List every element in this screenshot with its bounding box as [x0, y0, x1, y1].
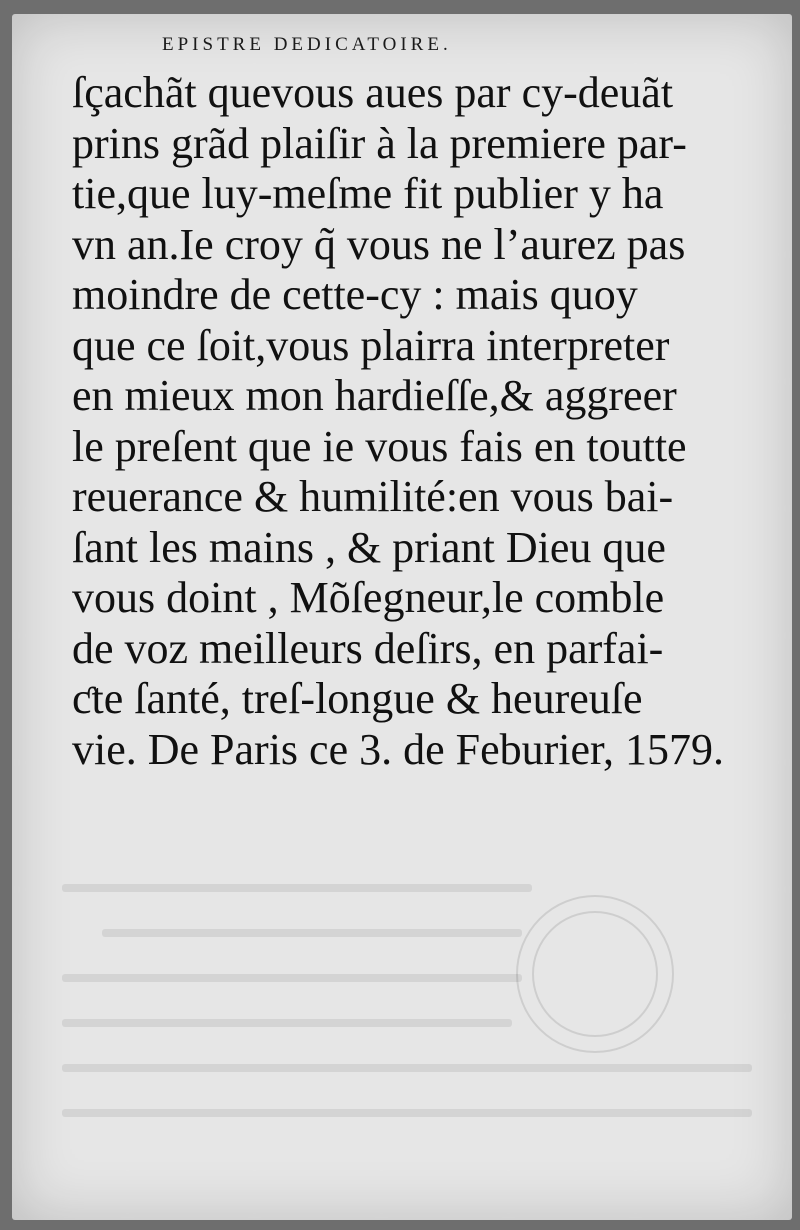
text-line: en mieux mon hardieſſe,& aggreer: [72, 371, 677, 420]
text-line: vous doint , Mõſegneur,le comble: [72, 573, 665, 622]
text-line: ſant les mains , & priant Dieu que: [72, 522, 666, 572]
text-line: le preſent que ie vous fais en toutte: [72, 421, 687, 471]
text-line: ƈte ſanté, treſ-longue & heureuſe: [72, 674, 643, 723]
text-line: moindre de cette-cy : mais quoy: [72, 270, 638, 319]
text-line: tie,que luy-meſme fit publier y ha: [72, 169, 664, 218]
text-line: de voz meilleurs deſirs, en parfai-: [72, 623, 664, 673]
text-line: vn an.Ie croy q̃ vous ne l’aurez pas: [72, 219, 686, 269]
running-head: EPISTRE DEDICATOIRE.: [162, 34, 452, 55]
text-line: que ce ſoit,vous plairra interpreter: [72, 320, 670, 370]
page-body-text: [72, 68, 724, 775]
text-line: ſçachãt quevous aues par cy-deuãt: [72, 68, 674, 117]
book-page: [12, 14, 792, 1220]
text-line: reuerance & humilité:en vous bai-: [72, 472, 674, 521]
text-line: prins grãd plaiſir à la premiere par-: [72, 118, 687, 168]
text-line: vie. De Paris ce 3. de Feburier, 1579.: [72, 724, 724, 774]
ghost-seal-icon: [517, 896, 673, 1052]
